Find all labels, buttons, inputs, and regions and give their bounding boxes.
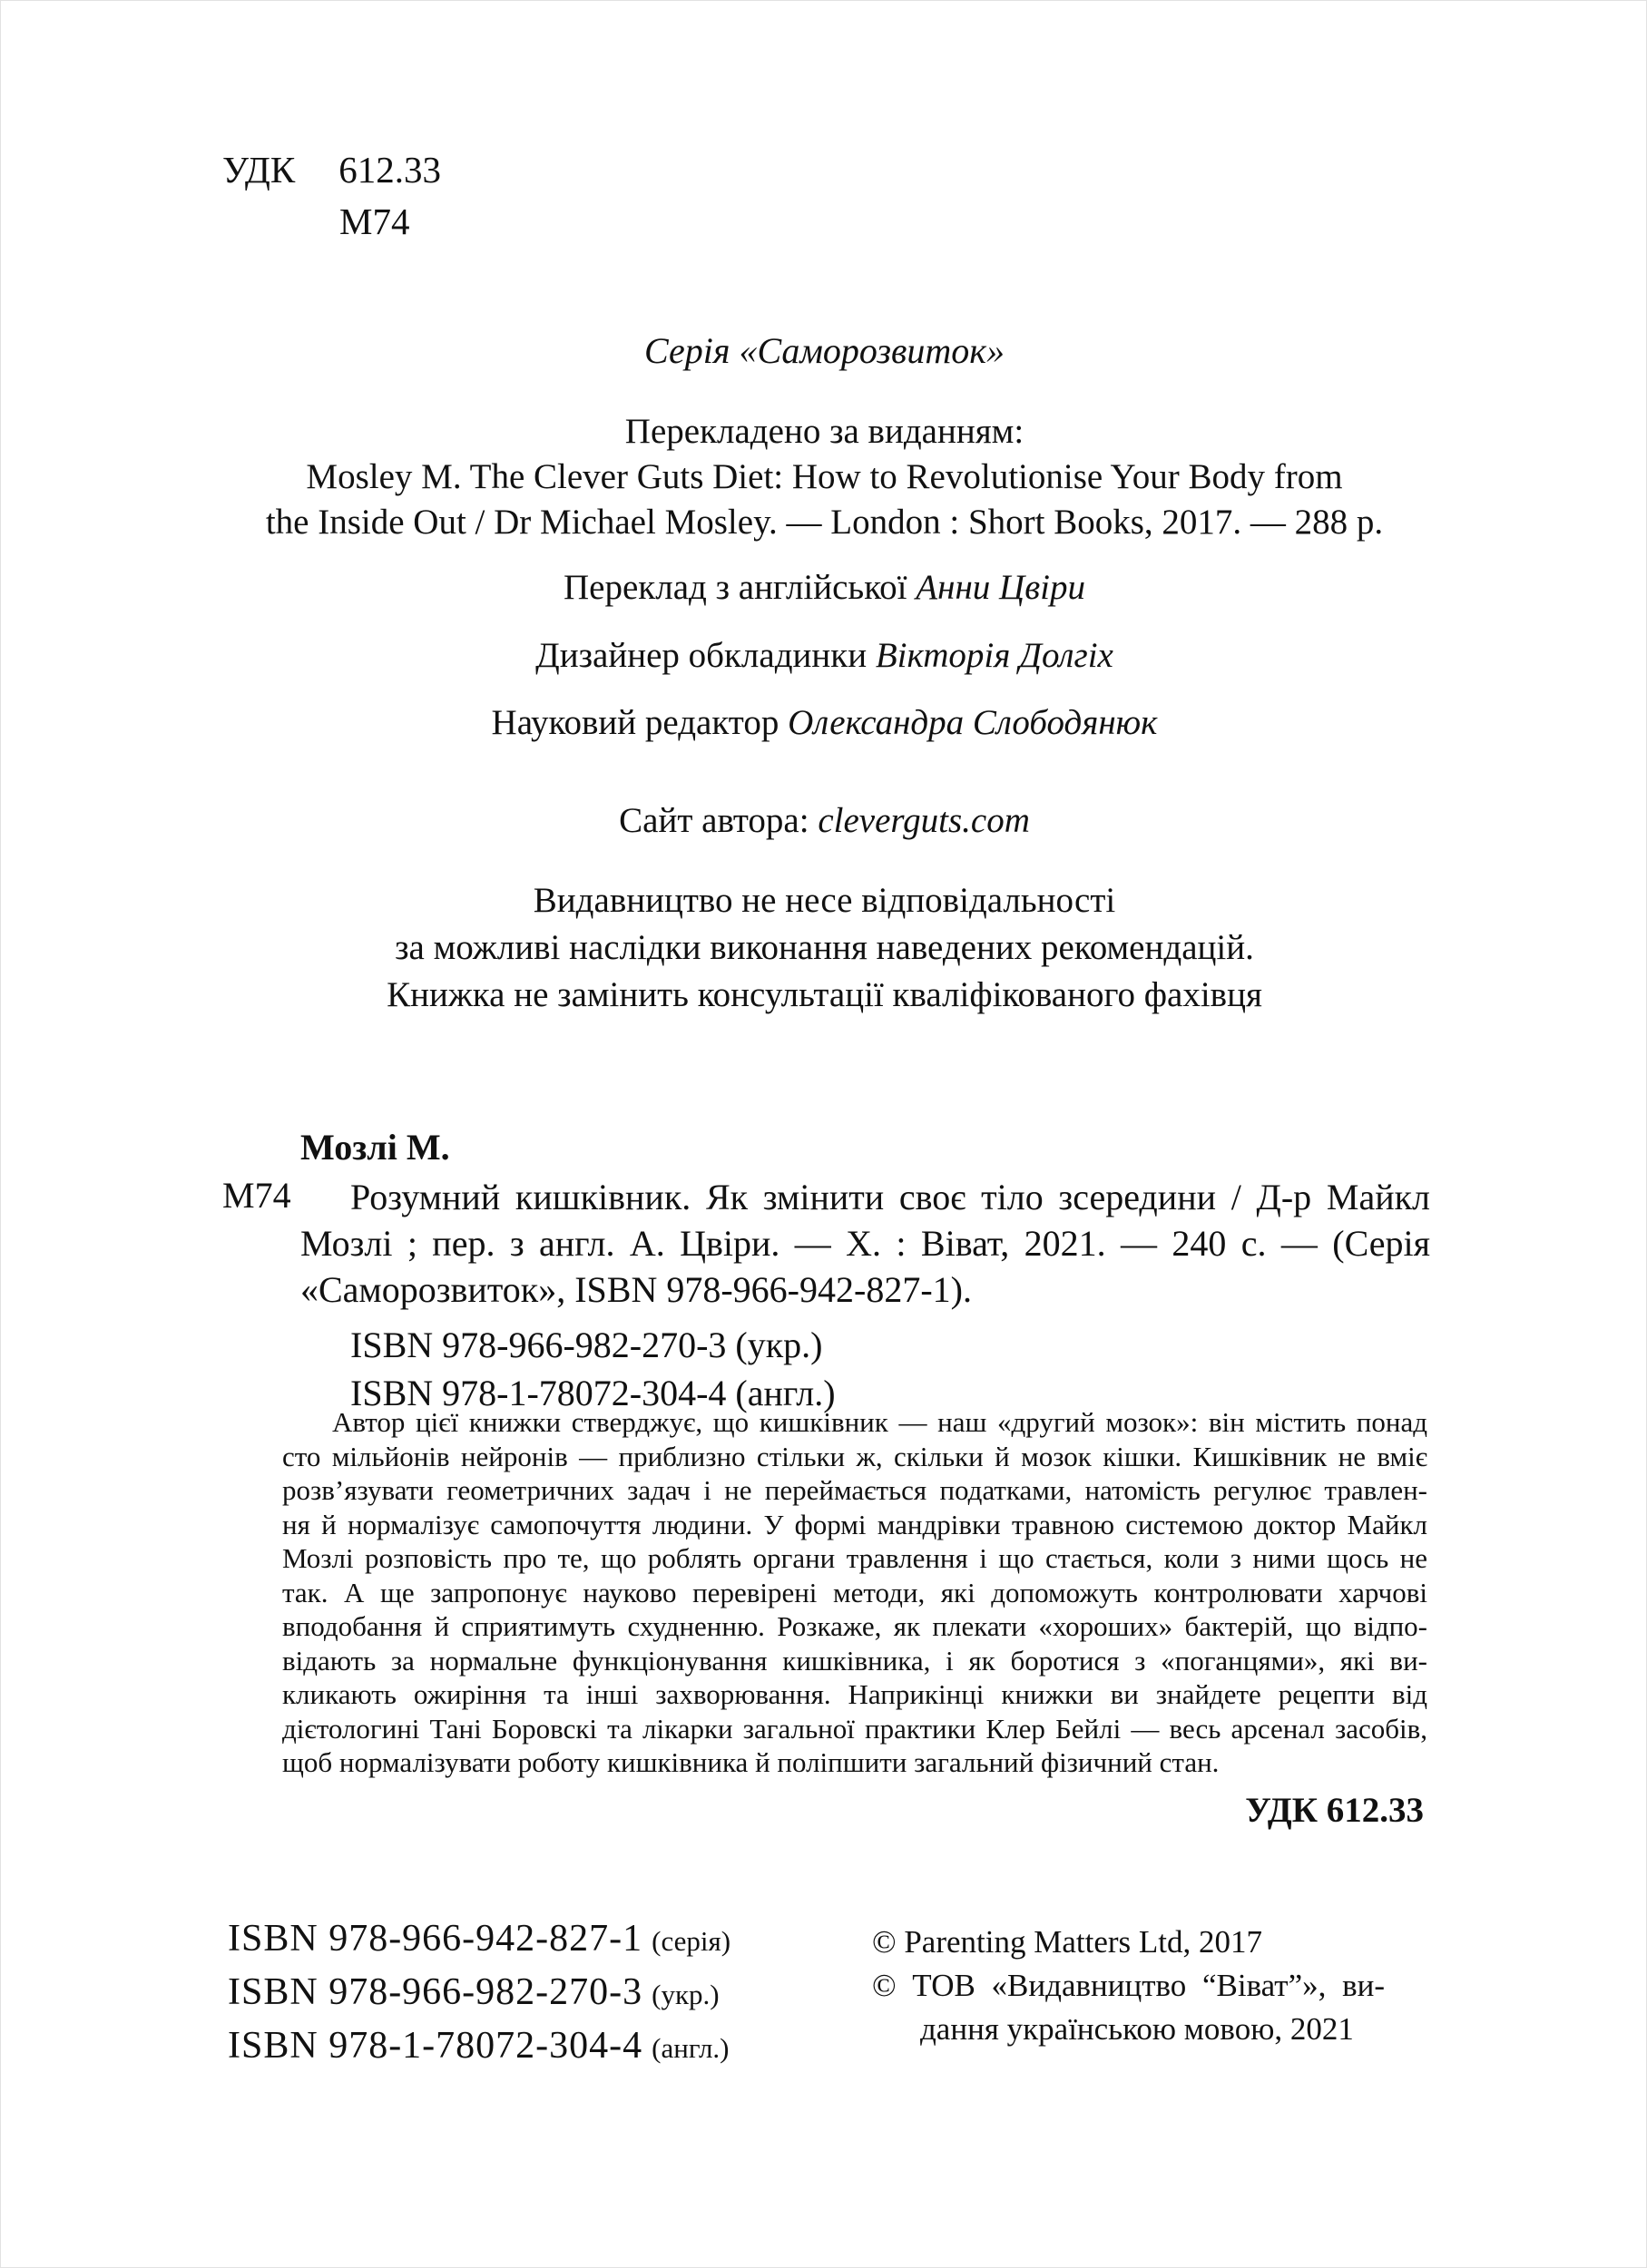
source-reference-line1: Mosley M. The Clever Guts Diet: How to Revolutionise Your Body from [306, 457, 1343, 496]
author-site-label: Сайт автора: [619, 801, 819, 840]
science-editor-role: Науковий редактор [491, 703, 789, 742]
footer-isbn-item [228, 1967, 730, 2020]
copyright-line-ukrainian-2: дання українською мовою, 2021 [920, 2011, 1354, 2047]
udk-classification-block [222, 144, 441, 248]
footer-isbn-item [228, 2020, 730, 2074]
catalog-entry-line1: Розумний кишківник. Як змінити своє тіло зсередини / Д-р Майкл [350, 1177, 1430, 1217]
footer-isbn-number: ISBN 978-1-78072-304-4 [228, 2025, 643, 2067]
source-edition-block [1, 409, 1647, 545]
annotation-line: щоб нормалізувати роботу кишківника й поліпшити загальний фізичний стан. [282, 1746, 1220, 1778]
annotation-line: ня й нормалізує самопочуття людини. У формі мандрівки травною системою доктор Майкл [282, 1508, 1427, 1540]
annotation-line: дієтологині Тані Боровскі та лікарки загальної практики Клер Бейлі — весь арсенал засобів, [282, 1712, 1427, 1745]
book-annotation [282, 1405, 1427, 1780]
udk-line [222, 144, 441, 196]
udk-label: УДК [222, 149, 296, 191]
catalog-entry-line3: «Саморозвиток», ISBN 978-966-942-827-1). [300, 1269, 972, 1310]
copyright-block [872, 1921, 1385, 2051]
disclaimer-line1: Видавництво не несе відповідальності [533, 881, 1116, 920]
cover-designer-credit [1, 633, 1647, 679]
catalog-author: Мозлі М. [300, 1127, 450, 1168]
annotation-line: вподобання й сприятимуть схудненню. Розкаже, як плекати «хороших» бактерій, що відпо- [282, 1610, 1427, 1642]
author-site-url: cleverguts.com [818, 801, 1030, 840]
udk-number: 612.33 [338, 149, 441, 191]
footer-isbn-item [228, 1913, 730, 1967]
book-code: М74 [339, 200, 410, 242]
copyright-line-ukrainian-1: © ТОВ «Видавництво “Віват”», ви- [872, 1968, 1385, 2003]
footer-isbn-note: (серія) [652, 1925, 731, 1957]
footer-isbn-number: ISBN 978-966-942-827-1 [228, 1918, 643, 1960]
translator-credit [1, 565, 1647, 611]
footer-isbn-note: (англ.) [652, 2032, 730, 2064]
cover-designer-name: Вікторія Долгіх [875, 636, 1113, 675]
isbn-block-mid [350, 1321, 836, 1417]
catalog-code: М74 [222, 1175, 291, 1216]
edition-intro: Перекладено за виданням: [624, 412, 1024, 451]
isbn-english: ISBN 978-1-78072-304-4 (англ.) [350, 1373, 836, 1413]
catalog-entry-line2: Мозлі ; пер. з англ. А. Цвіри. — Х. : Віват, 2021. — 240 с. — (Серія [300, 1223, 1430, 1264]
footer-isbn-list [228, 1913, 730, 2074]
udk-footer: УДК 612.33 [1245, 1791, 1424, 1830]
annotation-line: розв’язувати геометричних задач і не переймається податками, натомість регулює травлен- [282, 1474, 1427, 1506]
publisher-disclaimer [1, 877, 1647, 1019]
annotation-line: відають за нормальне функціонування кишківника, і як боротися з «поганцями», які ви- [282, 1644, 1427, 1677]
cover-designer-role: Дизайнер обкладинки [535, 636, 876, 675]
author-site-line [1, 798, 1647, 844]
source-reference-line2: the Inside Out / Dr Michael Mosley. — London : Short Books, 2017. — 288 p. [265, 503, 1384, 542]
science-editor-credit [1, 700, 1647, 746]
annotation-line: кликають ожиріння та інші захворювання. Наприкінці книжки ви знайдете рецепти від [282, 1678, 1427, 1710]
translator-role: Переклад з англійської [564, 568, 917, 607]
annotation-line: Автор цієї книжки стверджує, що кишківник — наш «другий мозок»: він містить понад [332, 1406, 1427, 1438]
isbn-ukrainian: ISBN 978-966-982-270-3 (укр.) [350, 1325, 823, 1365]
series-title: Серія «Саморозвиток» [644, 330, 1005, 371]
copyright-line-original: © Parenting Matters Ltd, 2017 [872, 1924, 1262, 1960]
footer-isbn-note: (укр.) [652, 1979, 720, 2010]
disclaimer-line2: за можливі наслідки виконання наведених рекомендацій. [395, 928, 1254, 967]
catalog-entry [300, 1174, 1430, 1313]
translator-name: Анни Цвіри [916, 568, 1085, 607]
annotation-line: сто мільйонів нейронів — приблизно стільки ж, скільки й мозок кішки. Кишківник не вміє [282, 1440, 1427, 1472]
footer-isbn-number: ISBN 978-966-982-270-3 [228, 1971, 643, 2013]
annotation-line: Мозлі розповість про те, що роблять органи травлення і що стається, коли з ними щось не [282, 1542, 1427, 1574]
disclaimer-line3: Книжка не замінить консультації кваліфікованого фахівця [387, 975, 1262, 1014]
annotation-line: так. А ще запропонує науково перевірені методи, які допоможуть контролювати харчові [282, 1576, 1427, 1608]
science-editor-name: Олександра Слободянюк [788, 703, 1158, 742]
